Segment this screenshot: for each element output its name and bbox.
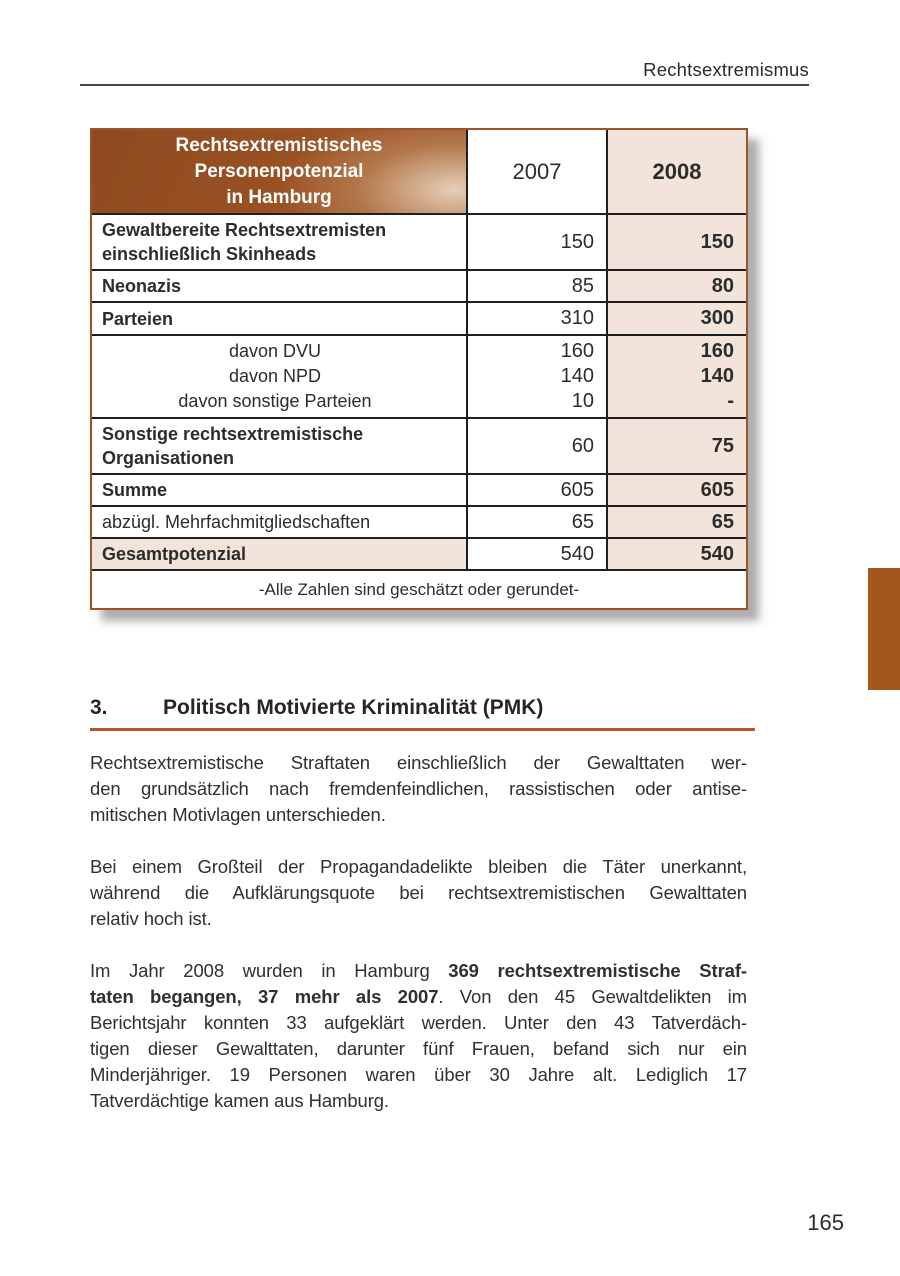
value-2008-cell: 605	[607, 474, 746, 506]
value-2008-cell: 150	[607, 214, 746, 270]
value-2008-cell: 300	[607, 302, 746, 335]
value-2008-cell: 540	[607, 538, 746, 570]
row-label-cell: Parteien	[92, 302, 467, 335]
data-table	[92, 130, 746, 608]
value-2007-cell: 150	[467, 214, 607, 270]
table-row	[92, 335, 746, 418]
text-segment: relativ hoch ist.	[90, 908, 212, 929]
table-title-line-3: in Hamburg	[226, 186, 332, 208]
paragraph-line	[90, 802, 747, 828]
row-label-cell: abzügl. Mehrfachmitgliedschaften	[92, 506, 467, 538]
text-segment: Rechtsextremistische Straftaten einschließlich der Gewalttaten wer-	[90, 752, 747, 773]
value-2007-cell: 605	[467, 474, 607, 506]
paragraph-line	[90, 1088, 747, 1114]
personenpotenzial-table	[90, 128, 748, 610]
table-row	[92, 302, 746, 335]
paragraph-line	[90, 958, 747, 984]
text-segment: Bei einem Großteil der Propagandadelikte bleiben die Täter unerkannt,	[90, 856, 747, 877]
value-2007-cell: 65	[467, 506, 607, 538]
body-text	[90, 750, 747, 1140]
table-row	[92, 418, 746, 474]
table-row	[92, 506, 746, 538]
chapter-edge-tab	[868, 568, 900, 690]
text-segment: Berichtsjahr konnten 33 aufgeklärt werden. Unter den 43 Tatverdäch-	[90, 1012, 747, 1033]
header-rule	[80, 84, 809, 86]
text-segment: tigen dieser Gewalttaten, darunter fünf Frauen, befand sich nur ein	[90, 1038, 747, 1059]
value-2007-cell: 85	[467, 270, 607, 302]
table-footnote: -Alle Zahlen sind geschätzt oder gerundet-	[92, 570, 746, 608]
value-2007-cell: 160 140 10	[467, 335, 607, 418]
paragraph-line	[90, 1036, 747, 1062]
value-2008-cell: 75	[607, 418, 746, 474]
bold-text-segment: taten begangen, 37 mehr als 2007	[90, 986, 439, 1007]
value-2008-cell: 65	[607, 506, 746, 538]
table-row	[92, 538, 746, 570]
paragraph-line	[90, 880, 747, 906]
value-2007-cell: 540	[467, 538, 607, 570]
row-label-cell: Summe	[92, 474, 467, 506]
paragraph-line	[90, 750, 747, 776]
paragraph-line	[90, 906, 747, 932]
table-footnote-row	[92, 570, 746, 608]
table-row	[92, 214, 746, 270]
value-2008-cell: 160 140 -	[607, 335, 746, 418]
column-header-2007: 2007	[467, 130, 607, 214]
table-title-line-1: Rechtsextremistisches	[175, 134, 383, 156]
section-title: Politisch Motivierte Kriminalität (PMK)	[163, 696, 544, 719]
table-row	[92, 474, 746, 506]
paragraph	[90, 750, 747, 828]
row-label-cell: davon DVU davon NPD davon sonstige Parteien	[92, 335, 467, 418]
row-label-cell: Gewaltbereite Rechtsextremisten einschließlich Skinheads	[92, 214, 467, 270]
text-segment: den grundsätzlich nach fremdenfeindlichen, rassistischen oder antise-	[90, 778, 747, 799]
table-title-cell	[92, 130, 467, 214]
paragraph-line	[90, 854, 747, 880]
value-2008-cell: 80	[607, 270, 746, 302]
text-segment: während die Aufklärungsquote bei rechtsextremistischen Gewalttaten	[90, 882, 747, 903]
row-label-cell: Neonazis	[92, 270, 467, 302]
text-segment: Tatverdächtige kamen aus Hamburg.	[90, 1090, 390, 1111]
table-row	[92, 270, 746, 302]
paragraph-line	[90, 776, 747, 802]
text-segment: Im Jahr 2008 wurden in Hamburg	[90, 960, 449, 981]
paragraph-line	[90, 1010, 747, 1036]
section-heading	[90, 696, 755, 731]
column-header-2008: 2008	[607, 130, 746, 214]
text-segment: mitischen Motivlagen unterschieden.	[90, 804, 386, 825]
value-2007-cell: 60	[467, 418, 607, 474]
row-label-cell: Sonstige rechtsextremistische Organisationen	[92, 418, 467, 474]
row-label-cell: Gesamtpotenzial	[92, 538, 467, 570]
value-2007-cell: 310	[467, 302, 607, 335]
running-head: Rechtsextremismus	[643, 59, 809, 80]
paragraph-line	[90, 984, 747, 1010]
table-header-row	[92, 130, 746, 214]
paragraph	[90, 958, 747, 1114]
page-number: 165	[807, 1210, 844, 1235]
text-segment: Minderjähriger. 19 Personen waren über 30 Jahre alt. Lediglich 17	[90, 1064, 747, 1085]
text-segment: . Von den 45 Gewaltdelikten im	[438, 986, 747, 1007]
paragraph	[90, 854, 747, 932]
table-title-line-2: Personenpotenzial	[194, 160, 364, 182]
bold-text-segment: 369 rechtsextremistische Straf-	[448, 960, 747, 981]
section-number: 3.	[90, 696, 108, 719]
paragraph-line	[90, 1062, 747, 1088]
